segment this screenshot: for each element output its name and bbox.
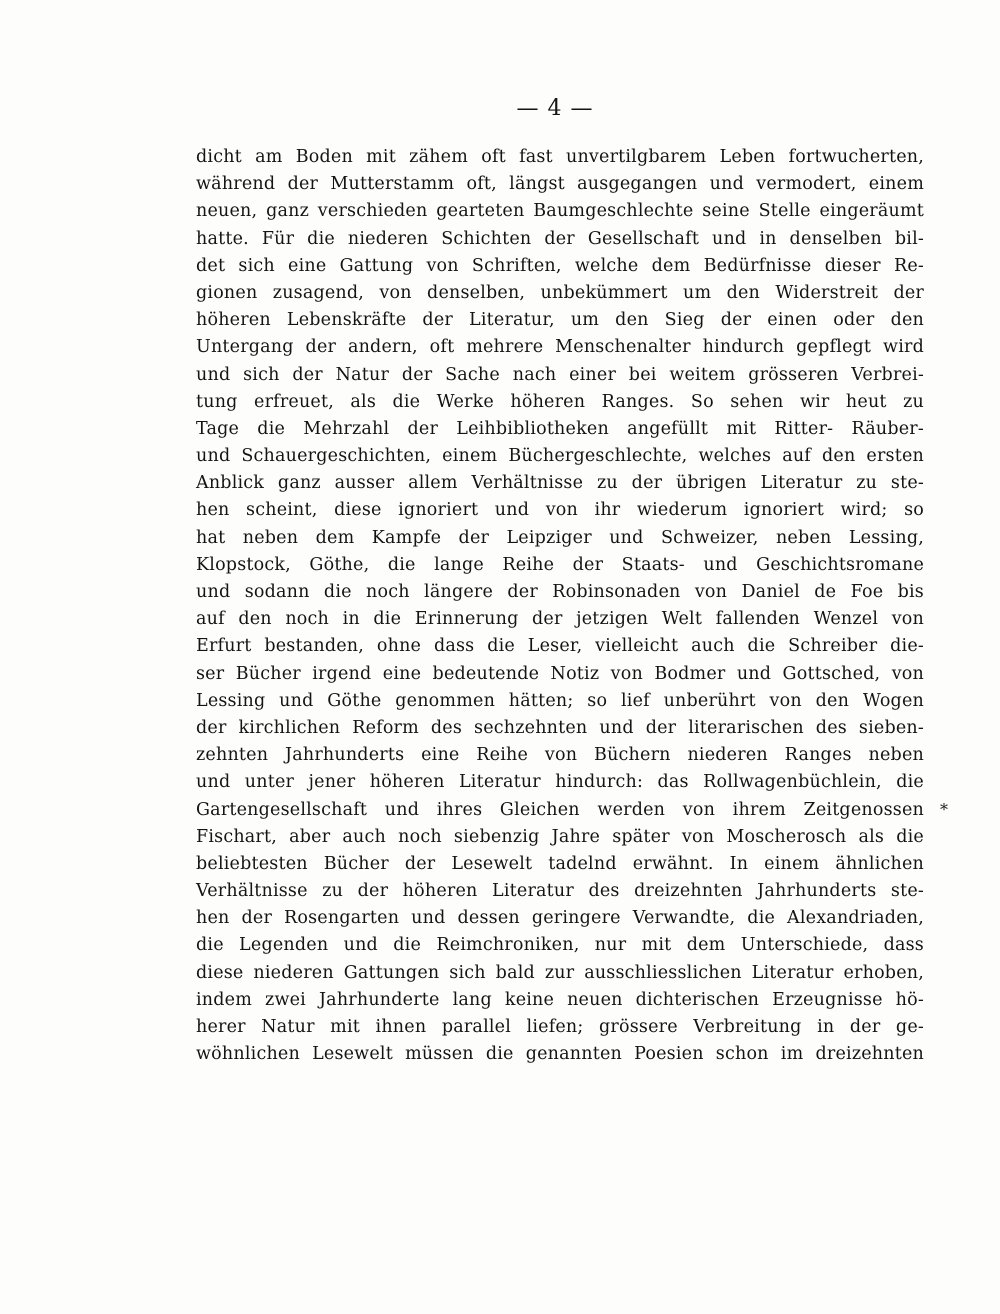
text-line: die Legenden und die Reimchroniken, nur mit dem Unterschiede, dass [196, 935, 924, 956]
text-line: Untergang der andern, oft mehrere Menschenalter hindurch gepflegt wird [196, 337, 924, 358]
text-line: ser Bücher irgend eine bedeutende Notiz von Bodmer und Gottsched, von [196, 663, 924, 684]
body-text [196, 144, 924, 1068]
page-number: — 4 — [516, 96, 594, 121]
text-line: und unter jener höheren Literatur hindurch: das Rollwagenbüchlein, die [196, 772, 924, 793]
text-line: der kirchlichen Reform des sechzehnten und der literarischen des sieben- [196, 717, 924, 738]
text-line: Klopstock, Göthe, die lange Reihe der Staats- und Geschichtsromane [196, 554, 924, 575]
text-line: dicht am Boden mit zähem oft fast unvertilgbarem Leben fortwucherten, [196, 147, 924, 167]
text-line: und Schauergeschichten, einem Büchergeschlechte, welches auf den ersten [196, 446, 924, 467]
text-line: Anblick ganz ausser allem Verhältnisse zu der übrigen Literatur zu ste- [196, 473, 924, 494]
text-line: tung erfreuet, als die Werke höheren Ranges. So sehen wir heut zu [196, 391, 924, 412]
text-line: diese niederen Gattungen sich bald zur ausschliesslichen Literatur erhoben, [196, 962, 924, 983]
text-line: indem zwei Jahrhunderte lang keine neuen dichterischen Erzeugnisse hö- [196, 989, 924, 1010]
text-line: Gartengesellschaft und ihres Gleichen werden von ihrem Zeitgenossen [196, 799, 924, 820]
text-line: Erfurt bestanden, ohne dass die Leser, vielleicht auch die Schreiber die- [196, 636, 924, 657]
text-line: Verhältnisse zu der höheren Literatur des dreizehnten Jahrhunderts ste- [196, 881, 924, 902]
text-line: neuen, ganz verschieden gearteten Baumgeschlechte seine Stelle eingeräumt [196, 201, 924, 222]
text-line: zehnten Jahrhunderts eine Reihe von Büchern niederen Ranges neben [196, 745, 924, 766]
text-line: hen scheint, diese ignoriert und von ihr wiederum ignoriert wird; so [196, 500, 924, 521]
text-line: während der Mutterstamm oft, längst ausgegangen und vermodert, einem [196, 174, 924, 195]
text-line: und sich der Natur der Sache nach einer bei weitem grösseren Verbrei- [196, 364, 924, 385]
text-line: hatte. Für die niederen Schichten der Gesellschaft und in denselben bil- [196, 228, 924, 249]
text-line: gionen zusagend, von denselben, unbekümmert um den Widerstreit der [196, 282, 924, 303]
text-line: Fischart, aber auch noch siebenzig Jahre später von Moscherosch als die [196, 826, 924, 847]
text-line: höheren Lebenskräfte der Literatur, um den Sieg der einen oder den [196, 310, 924, 331]
text-line: herer Natur mit ihnen parallel liefen; grössere Verbreitung in der ge- [196, 1017, 924, 1037]
margin-mark: * [940, 800, 948, 819]
text-line: Lessing und Göthe genommen hätten; so lief unberührt von den Wogen [196, 690, 924, 711]
text-line: auf den noch in die Erinnerung der jetzigen Welt fallenden Wenzel von [196, 609, 924, 630]
text-line: hen der Rosengarten und dessen geringere Verwandte, die Alexandriaden, [196, 908, 924, 929]
text-line: Tage die Mehrzahl der Leihbibliotheken angefüllt mit Ritter- Räuber- [196, 418, 924, 439]
text-line: hat neben dem Kampfe der Leipziger und Schweizer, neben Lessing, [196, 527, 924, 548]
text-line: det sich eine Gattung von Schriften, welche dem Bedürfnisse dieser Re- [196, 255, 924, 276]
text-line: und sodann die noch längere der Robinsonaden von Daniel de Foe bis [196, 582, 924, 602]
text-line: wöhnlichen Lesewelt müssen die genannten Poesien schon im dreizehnten [196, 1044, 924, 1065]
text-line: beliebtesten Bücher der Lesewelt tadelnd erwähnt. In einem ähnlichen [196, 853, 924, 874]
